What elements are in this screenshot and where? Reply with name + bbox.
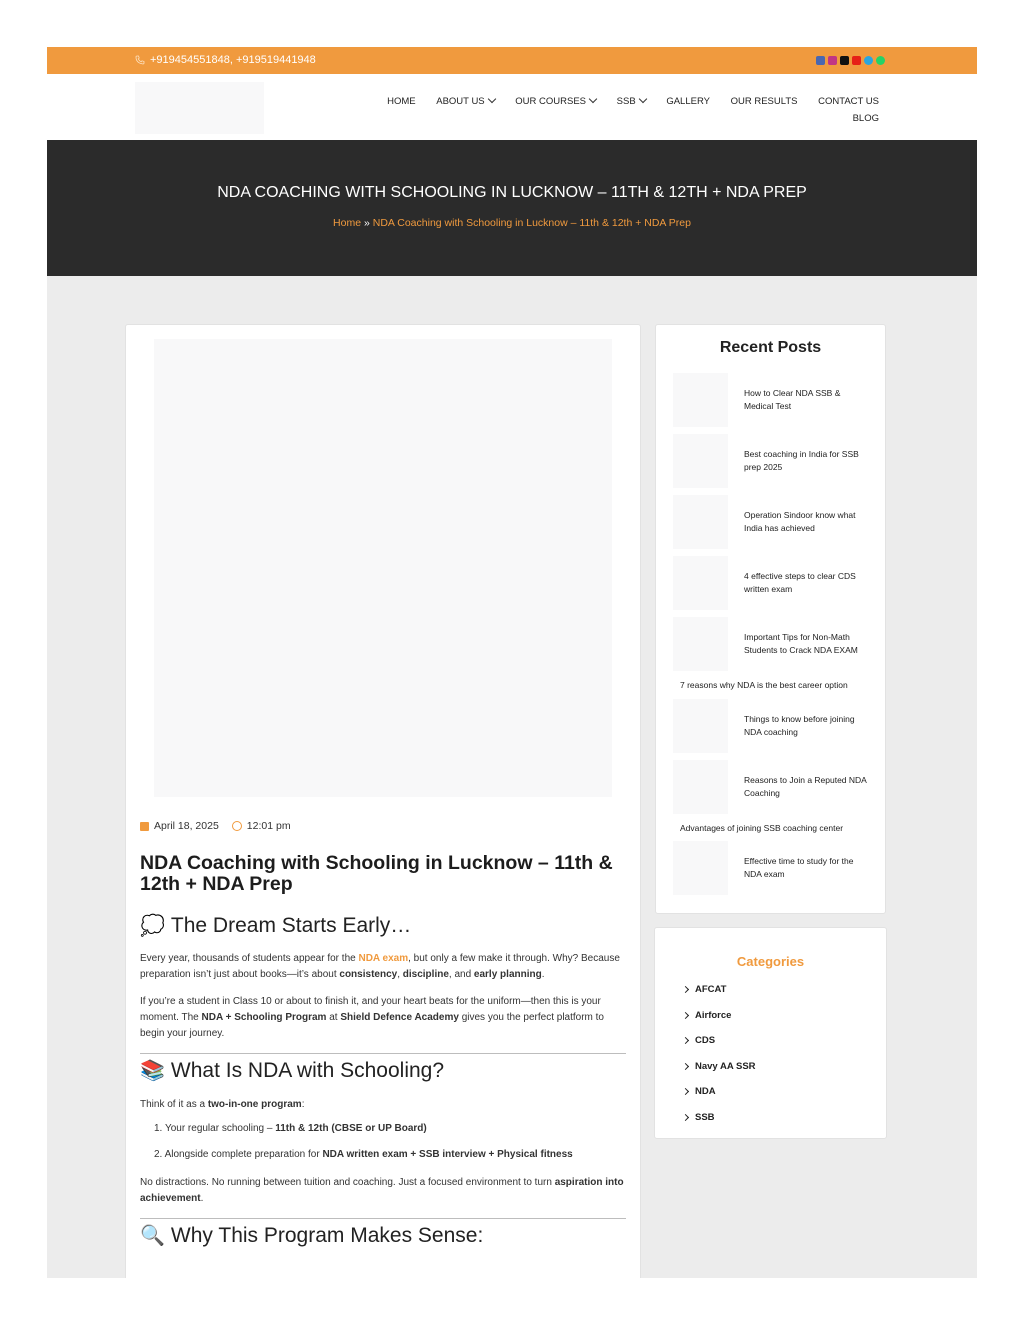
nav-contact[interactable]: CONTACT US [818,96,879,107]
x-icon[interactable] [840,56,849,65]
page-frame [47,47,977,1278]
text-bold: NDA written exam + SSB interview + Physical fitness [322,1149,573,1160]
text: 2. Alongside complete preparation for [154,1149,323,1160]
category-label: Airforce [695,1010,732,1021]
nav-ssb[interactable] [617,93,646,110]
post-thumbnail [673,617,728,671]
text: . [541,969,545,980]
chevron-down-icon [487,95,495,103]
category-label: SSB [695,1112,715,1123]
recent-post-title: Best coaching in India for SSB prep 2025 [744,449,859,472]
chevron-right-icon [682,986,689,993]
post-thumbnail [673,373,728,427]
main-nav [319,93,879,127]
paragraph-focus [140,1175,624,1207]
article-title: NDA Coaching with Schooling in Lucknow – 11th & 12th + NDA Prep [140,852,613,895]
nda-exam-link[interactable]: NDA exam [358,953,409,964]
text: , and [448,969,474,980]
chevron-right-icon [682,1063,689,1070]
site-header [47,74,977,140]
post-thumbnail [673,495,728,549]
chevron-right-icon [682,1114,689,1121]
recent-post-title: Effective time to study for the NDA exam [744,856,854,879]
list-item [154,1149,573,1160]
social-links [816,56,885,65]
text: , but only a few make it through. Why? Because preparation isn’t just about books—it’s about [140,953,620,980]
text: : [301,1099,305,1110]
recent-post-title: Things to know before joining NDA coaching [744,714,855,737]
recent-post-item[interactable] [673,434,873,488]
page-title: NDA COACHING WITH SCHOOLING IN LUCKNOW – 11TH & 12TH + NDA PREP [217,184,807,201]
divider [140,1053,626,1054]
nav-home[interactable]: HOME [387,96,416,107]
chevron-right-icon [682,1012,689,1019]
post-thumbnail [673,841,728,895]
recent-post-item[interactable] [673,841,873,895]
recent-post-item[interactable] [673,617,873,671]
heading-why-text: Why This Program Makes Sense: [170,1223,484,1247]
magnifier-icon: 🔍 [140,1225,165,1247]
text: No distractions. No running between tuition and coaching. Just a focused environment to turn [140,1177,555,1188]
recent-post-title: Operation Sindoor know what India has achieved [744,510,856,533]
telegram-icon[interactable] [864,56,873,65]
recent-post-title: 4 effective steps to clear CDS written exam [744,571,856,594]
category-label: Navy AA SSR [695,1061,756,1072]
featured-image [154,339,612,797]
nav-courses[interactable] [515,93,596,110]
text: If you’re a student in Class 10 or about to finish it, and your heart beats for the uniform—then this is your moment. The [140,996,601,1023]
nav-about-label: ABOUT US [436,96,485,107]
text: gives you the perfect platform to begin your journey. [140,1012,604,1039]
post-date: April 18, 2025 [154,820,219,832]
thought-bubble-icon: 💭 [140,915,165,937]
paragraph-moment [140,994,624,1042]
whatsapp-icon[interactable] [876,56,885,65]
text: at [326,1012,341,1023]
category-item[interactable] [683,1035,715,1046]
recent-post-item[interactable] [673,556,873,610]
text-bold: consistency [339,969,398,980]
list-item [154,1123,427,1134]
nav-courses-label: OUR COURSES [515,96,587,107]
chevron-down-icon [638,95,646,103]
text: 1. Your regular schooling – [154,1123,276,1134]
text: Think of it as a [140,1099,208,1110]
nav-gallery[interactable]: GALLERY [666,96,710,107]
youtube-icon[interactable] [852,56,861,65]
text: , [397,969,403,980]
breadcrumb-separator: » [363,217,370,229]
categories-title: Categories [736,954,805,969]
recent-post-item[interactable] [673,760,873,814]
category-label: NDA [695,1086,716,1097]
nav-blog[interactable]: BLOG [852,113,879,124]
category-item[interactable] [683,1010,731,1021]
text-bold: aspiration into achievement [140,1177,624,1204]
recent-post-link[interactable]: 7 reasons why NDA is the best career option [680,680,848,690]
facebook-icon[interactable] [816,56,825,65]
heading-why [140,1223,483,1248]
chevron-right-icon [682,1088,689,1095]
clock-icon [232,821,242,831]
text-bold: Shield Defence Academy [340,1012,459,1023]
breadcrumb-home[interactable]: Home [333,217,362,229]
article-card [125,324,641,1278]
breadcrumb [47,217,977,229]
post-time: 12:01 pm [246,820,291,832]
breadcrumb-current: NDA Coaching with Schooling in Lucknow – 11th & 12th + NDA Prep [372,217,691,229]
divider [140,1218,626,1219]
recent-posts-title: Recent Posts [719,339,822,356]
category-label: CDS [695,1035,716,1046]
recent-post-item[interactable] [673,373,873,427]
top-bar [47,47,977,74]
category-item[interactable] [683,1112,715,1123]
text-bold: NDA + Schooling Program [201,1012,327,1023]
recent-post-item[interactable] [673,699,873,753]
recent-post-link[interactable]: Advantages of joining SSB coaching center [680,823,844,833]
paragraph-intro [140,951,624,983]
heading-dream [140,913,411,938]
heading-what [140,1058,444,1083]
text: Every year, thousands of students appear for the [140,953,359,964]
nav-about[interactable] [436,93,494,110]
books-icon: 📚 [140,1060,165,1082]
phone-numbers: +919454551848, +919519441948 [150,54,316,66]
text: . [200,1193,204,1204]
recent-posts-widget [655,324,886,914]
nav-ssb-label: SSB [616,96,636,107]
text-bold: 11th & 12th (CBSE or UP Board) [275,1123,427,1134]
category-label: AFCAT [695,984,727,995]
nav-results[interactable]: OUR RESULTS [730,96,798,107]
post-meta [140,820,291,832]
phone-contact[interactable] [135,54,316,66]
text-bold: early planning [473,969,542,980]
post-thumbnail [673,760,728,814]
post-thumbnail [673,699,728,753]
category-item[interactable] [683,984,726,995]
calendar-icon [140,822,149,831]
heading-what-text: What Is NDA with Schooling? [170,1058,445,1082]
text-bold: discipline [402,969,449,980]
recent-post-title: How to Clear NDA SSB & Medical Test [744,388,841,411]
recent-post-title: Reasons to Join a Reputed NDA Coaching [744,775,867,798]
categories-widget [654,927,887,1139]
chevron-right-icon [682,1037,689,1044]
paragraph-two-in-one [140,1097,624,1113]
instagram-icon[interactable] [828,56,837,65]
category-item[interactable] [683,1061,756,1072]
site-logo[interactable] [135,82,264,134]
category-item[interactable] [683,1086,716,1097]
chevron-down-icon [589,95,597,103]
recent-post-item[interactable] [673,495,873,549]
heading-dream-text: The Dream Starts Early… [170,913,412,937]
recent-post-title: Important Tips for Non-Math Students to Crack NDA EXAM [744,632,858,655]
post-thumbnail [673,434,728,488]
phone-icon [135,55,145,65]
page-hero [47,140,977,276]
text-bold: two-in-one program [207,1099,302,1110]
post-thumbnail [673,556,728,610]
